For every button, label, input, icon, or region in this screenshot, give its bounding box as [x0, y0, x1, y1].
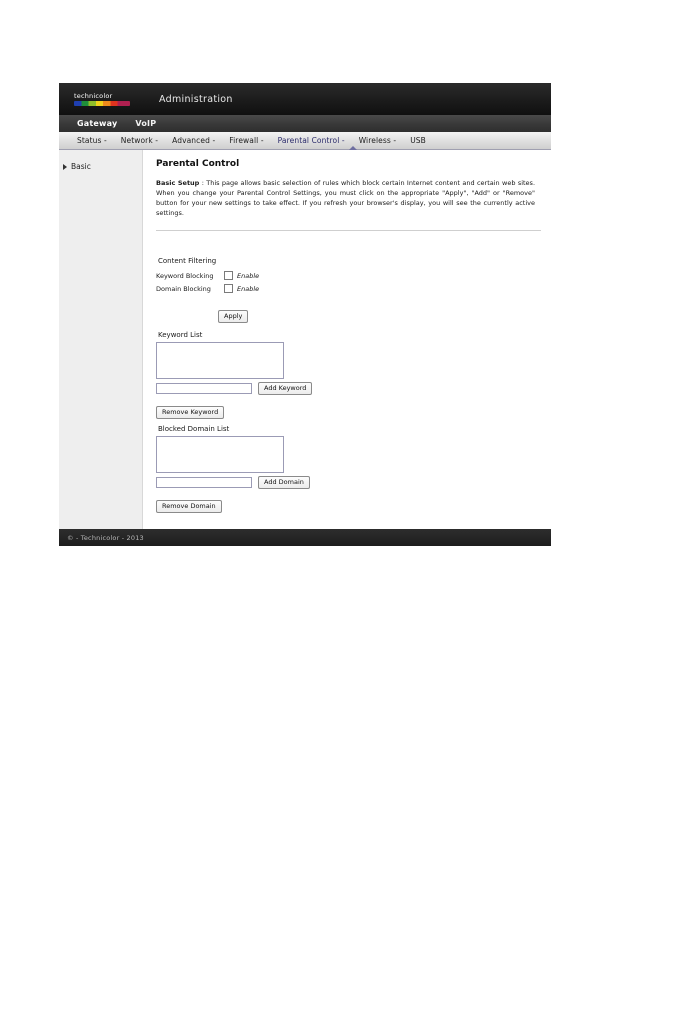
- remove-keyword-row: [156, 399, 541, 419]
- remove-domain-button[interactable]: Remove Domain: [156, 500, 222, 513]
- brand-logo: [74, 92, 132, 106]
- nav-item-network[interactable]: Network -: [120, 136, 159, 145]
- domain-input[interactable]: [156, 477, 252, 488]
- keyword-list-box[interactable]: [156, 342, 284, 379]
- keyword-blocking-checkbox[interactable]: [224, 271, 233, 280]
- sidebar-item-label: Basic: [71, 162, 91, 171]
- keyword-entry-row: [156, 382, 541, 395]
- domain-blocking-row: [156, 284, 541, 293]
- header-title: Administration: [159, 93, 233, 105]
- page-title: Parental Control: [156, 159, 240, 169]
- content-filtering-label: Content Filtering: [158, 257, 217, 265]
- brand-name: technicolor: [74, 92, 113, 100]
- brand-color-bar: [74, 101, 130, 106]
- keyword-blocking-row: [156, 271, 541, 280]
- gateway-tab[interactable]: Gateway: [77, 119, 118, 128]
- keyword-input[interactable]: [156, 383, 252, 394]
- remove-keyword-button[interactable]: Remove Keyword: [156, 406, 224, 419]
- page-body: [59, 150, 551, 529]
- blocked-domain-list-box[interactable]: [156, 436, 284, 473]
- add-keyword-button[interactable]: Add Keyword: [258, 382, 312, 395]
- keyword-blocking-enable-label: Enable: [237, 271, 260, 280]
- voip-tab[interactable]: VoIP: [135, 119, 157, 128]
- sidebar-item-basic[interactable]: [59, 160, 142, 173]
- router-admin-page: [59, 83, 551, 546]
- nav-item-usb[interactable]: USB: [410, 136, 426, 145]
- domain-blocking-checkbox[interactable]: [224, 284, 233, 293]
- keyword-blocking-label: Keyword Blocking: [156, 271, 214, 280]
- keyword-list-label: Keyword List: [158, 331, 203, 339]
- domain-blocking-enable-label: Enable: [237, 284, 260, 293]
- add-domain-button[interactable]: Add Domain: [258, 476, 310, 489]
- domain-entry-row: [156, 476, 541, 489]
- intro-strong: Basic Setup: [156, 179, 200, 187]
- nav-item-advanced[interactable]: Advanced -: [172, 136, 216, 145]
- nav-item-parental-control[interactable]: Parental Control -: [277, 136, 345, 145]
- main-content: [143, 150, 551, 529]
- blocked-domain-list-label: Blocked Domain List: [158, 425, 230, 433]
- main-nav: [59, 132, 551, 150]
- remove-domain-row: [156, 493, 541, 513]
- apply-row: [156, 303, 541, 323]
- intro-text: : This page allows basic selection of rules which block certain Internet content and certain web sites. When you change your Parental Control Settings, you must click on the appropriate "Apply", "Add" or "Remove" button for your new settings to take effect. If you refresh your browser's display, you will see the currently active settings.: [156, 179, 536, 217]
- domain-blocking-label: Domain Blocking: [156, 284, 211, 293]
- apply-button[interactable]: Apply: [218, 310, 248, 323]
- page-footer: [59, 529, 551, 546]
- divider: [156, 230, 541, 231]
- nav-item-wireless[interactable]: Wireless -: [358, 136, 397, 145]
- nav-item-status[interactable]: Status -: [77, 136, 107, 145]
- gateway-voip-bar: [59, 115, 551, 132]
- active-tab-caret-icon: [349, 146, 357, 150]
- page-header: [59, 83, 551, 115]
- footer-copyright: © - Technicolor - 2013: [67, 533, 144, 542]
- intro-paragraph: [156, 178, 541, 218]
- arrow-right-icon: [63, 164, 67, 170]
- sidebar: [59, 150, 143, 529]
- nav-item-firewall[interactable]: Firewall -: [229, 136, 264, 145]
